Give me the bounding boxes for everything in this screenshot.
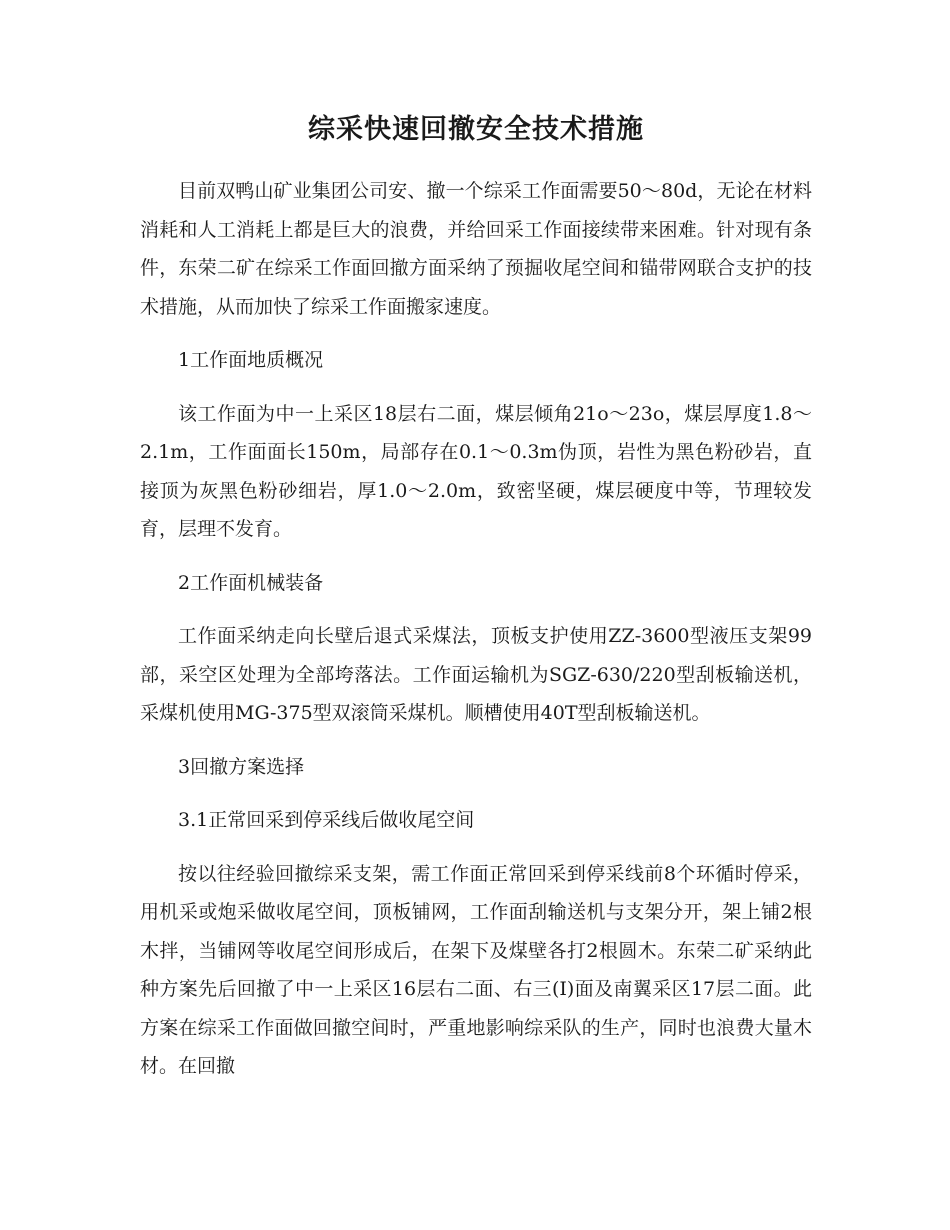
spacer	[140, 380, 812, 395]
spacer	[140, 326, 812, 341]
spacer	[140, 602, 812, 617]
document-body	[140, 110, 812, 1086]
section-2-paragraph: 工作面采纳走向长壁后退式采煤法，顶板支护使用ZZ-3600型液压支架99部，采空区处理为全部垮落法。工作面运输机为SGZ-630/220型刮板输送机，采煤机使用MG-375型双滚筒采煤机。顺槽使用40T型刮板输送机。	[140, 625, 812, 724]
section-1-heading: 1工作面地质概况	[178, 349, 324, 371]
section-3-heading: 3回撤方案选择	[178, 755, 305, 778]
section-2-heading: 2工作面机械装备	[178, 571, 324, 594]
spacer	[140, 786, 812, 801]
spacer	[140, 733, 812, 748]
spacer	[140, 549, 812, 564]
document-title: 综采快速回撤安全技术措施	[308, 114, 644, 145]
section-1-paragraph: 该工作面为中一上采区18层右二面，煤层倾角21o～23o，煤层厚度1.8～2.1m，工作面面长150m，局部存在0.1～0.3m伪顶，岩性为黑色粉砂岩，直接顶为灰黑色粉砂细岩，厚1.0～2.0m，致密坚硬，煤层硬度中等，节理较发育，层理不发育。	[140, 402, 812, 540]
section-3-1-paragraph: 按以往经验回撤综采支架，需工作面正常回采到停采线前8个环循时停采，用机采或炮采做收尾空间，顶板铺网，工作面刮输送机与支架分开，架上铺2根木拌，当铺网等收尾空间形成后，在架下及煤壁各打2根圆木。东荣二矿采纳此种方案先后回撤了中一上采区16层右二面、右三(I)面及南翼采区17层二面。此方案在综采工作面做回撤空间时，严重地影响综采队的生产，同时也浪费大量木材。在回撤	[140, 862, 812, 1077]
section-3-1-heading: 3.1正常回采到停采线后做收尾空间	[178, 809, 475, 831]
intro-paragraph: 目前双鸭山矿业集团公司安、撤一个综采工作面需要50～80d，无论在材料消耗和人工消耗上都是巨大的浪费，并给回采工作面接续带来困难。针对现有条件，东荣二矿在综采工作面回撤方面采纳了预掘收尾空间和锚带网联合支护的技术措施，从而加快了综采工作面搬家速度。	[140, 180, 812, 318]
spacer	[140, 840, 812, 855]
